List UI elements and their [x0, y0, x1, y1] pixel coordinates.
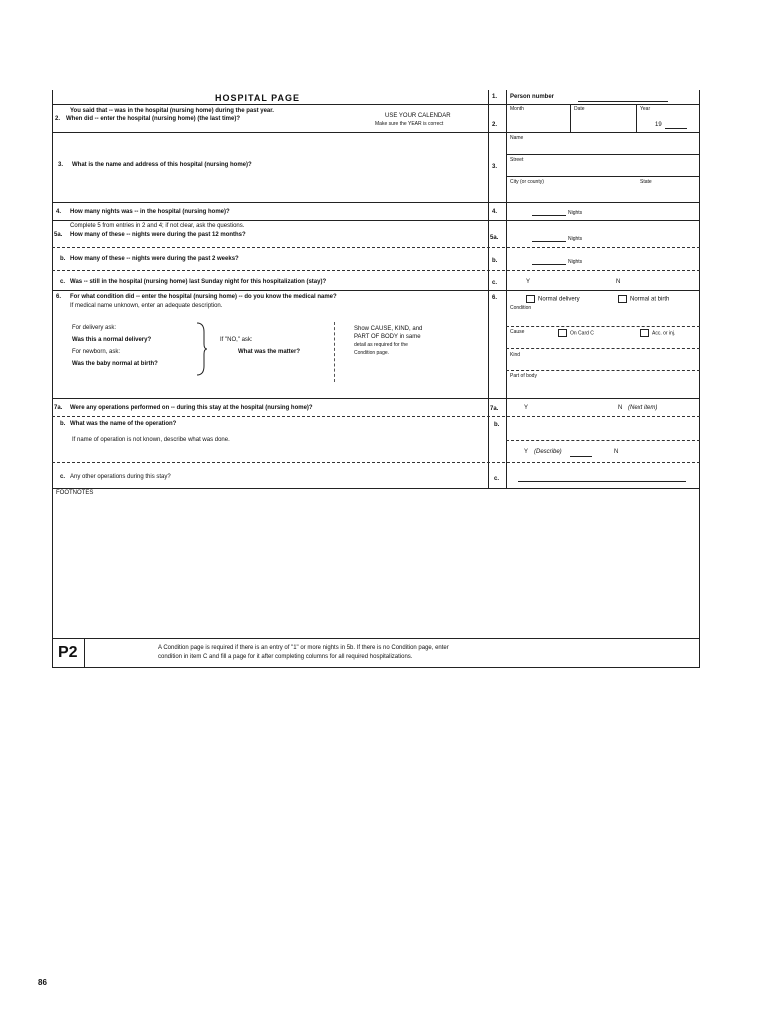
normal-delivery-checkbox[interactable]	[526, 295, 580, 303]
operation-name-field[interactable]	[506, 440, 700, 441]
question-number: 7a.	[54, 405, 63, 411]
year-field[interactable]	[665, 128, 687, 129]
month-label: Month	[510, 106, 524, 112]
footnotes-label: FOOTNOTES	[56, 490, 94, 496]
year-note: Make sure the YEAR is correct	[375, 121, 444, 127]
page-number: 86	[38, 978, 47, 987]
question-number: 2.	[55, 116, 61, 122]
question-number: c.	[60, 474, 66, 480]
delivery-question: Was this a normal delivery?	[72, 337, 152, 343]
yes-option[interactable]: Y	[526, 279, 531, 285]
nights-unit: Nights	[568, 236, 583, 242]
number-column-divider	[488, 90, 489, 488]
question-number: 4.	[56, 209, 62, 215]
yes-option[interactable]: Y	[524, 405, 529, 411]
condition-field[interactable]	[506, 326, 700, 327]
part-of-body-label: Part of body	[510, 373, 537, 379]
row-divider	[52, 462, 700, 463]
on-card-c-label: On Card C	[570, 330, 594, 337]
question-text: How many of these -- nights were during the past 2 weeks?	[70, 256, 239, 262]
question-text: Any other operations during this stay?	[70, 474, 171, 480]
nights-2wk-field[interactable]	[532, 264, 566, 265]
question-text: Were any operations performed on -- during this stay at the hospital (nursing home)?	[70, 405, 313, 411]
question-instruction: If medical name unknown, enter an adequate description.	[70, 303, 223, 309]
question-number: 6.	[56, 294, 62, 300]
column-divider	[334, 322, 335, 382]
answer-number: c.	[492, 280, 498, 286]
show-instruction-1: Show CAUSE, KIND, and	[354, 326, 423, 332]
show-instruction-2: PART OF BODY in same	[354, 334, 421, 340]
row-divider	[52, 290, 700, 291]
footer-divider	[52, 638, 700, 639]
calendar-note: USE YOUR CALENDAR	[385, 113, 451, 119]
newborn-ask: For newborn, ask:	[72, 349, 121, 355]
kind-field[interactable]	[506, 370, 700, 371]
answer-number: 4.	[492, 209, 498, 215]
answer-number: b.	[494, 422, 500, 428]
show-instruction-3: detail as required for the	[354, 342, 408, 348]
answer-number: 5a.	[490, 235, 499, 241]
date-label: Date	[574, 106, 585, 112]
footer-note-line1: A Condition page is required if there is an entry of "1" or more nights in 5b. If there is no Condition page, enter	[158, 645, 449, 651]
question-number: 5a.	[54, 232, 63, 238]
answer-number: 6.	[492, 295, 498, 301]
question-number: c.	[60, 279, 66, 285]
other-operations-field[interactable]	[518, 481, 686, 482]
no-option[interactable]: N	[618, 405, 623, 411]
cause-label: Cause	[510, 329, 525, 335]
person-number-label: Person number	[510, 94, 555, 100]
question-text: When did -- enter the hospital (nursing home) (the last time)?	[66, 116, 240, 122]
row-divider	[52, 416, 700, 417]
year-divider	[636, 104, 637, 132]
describe-label: (Describe)	[534, 449, 562, 455]
normal-delivery-label: Normal delivery	[538, 296, 580, 303]
nights-field[interactable]	[532, 215, 566, 216]
street-label: Street	[510, 157, 524, 163]
answer-column-divider	[506, 90, 507, 488]
question-text: How many of these -- nights were during the past 12 months?	[70, 232, 246, 238]
footnotes-area[interactable]	[60, 500, 690, 634]
question-text: For what condition did -- enter the hospital (nursing home) -- do you know the medical name?	[70, 294, 337, 300]
answer-number: c.	[494, 476, 500, 482]
instruction-text: Complete 5 from entries in 2 and 4; if not clear, ask the questions.	[70, 223, 245, 229]
no-option[interactable]: N	[616, 279, 621, 285]
question-text: What was the name of the operation?	[70, 421, 177, 427]
condition-label: Condition	[510, 305, 532, 311]
question-number: b.	[60, 256, 66, 262]
state-label: State	[640, 179, 652, 185]
city-label: City (or county)	[510, 179, 544, 185]
code-divider	[84, 638, 85, 668]
year-prefix: 19	[655, 122, 662, 128]
item-number: 1.	[492, 94, 498, 100]
question-text: How many nights was -- in the hospital (nursing home)?	[70, 209, 230, 215]
question-text: You said that -- was in the hospital (nursing home) during the past year.	[70, 108, 274, 114]
newborn-question: Was the baby normal at birth?	[72, 361, 158, 367]
acc-inj-label: Acc. or inj.	[652, 330, 676, 337]
kind-label: Kind	[510, 352, 521, 358]
row-divider	[52, 488, 700, 489]
question-number: 3.	[58, 162, 64, 168]
no-option[interactable]: N	[614, 449, 619, 455]
normal-birth-checkbox[interactable]	[618, 295, 669, 303]
answer-number: 2.	[492, 122, 498, 128]
question-number: b.	[60, 421, 66, 427]
person-number-field[interactable]	[578, 101, 668, 102]
question-text: Was -- still in the hospital (nursing home) last Sunday night for this hospitalization (stay)?	[70, 279, 327, 285]
matter-question: What was the matter?	[238, 349, 301, 355]
describe-arrow	[570, 456, 592, 457]
date-divider	[570, 104, 571, 132]
page-code: P2	[58, 644, 78, 661]
nights-12mo-field[interactable]	[532, 241, 566, 242]
row-divider	[52, 247, 700, 248]
street-field[interactable]	[506, 176, 700, 177]
footer-note-line2: condition in item C and fill a page for it after completing columns for all required hospitalizations.	[158, 654, 413, 660]
on-card-c-checkbox[interactable]	[558, 329, 594, 337]
row-divider	[52, 132, 700, 133]
normal-birth-label: Normal at birth	[630, 296, 670, 303]
show-instruction-4: Condition page.	[354, 350, 390, 356]
row-divider	[52, 270, 700, 271]
cause-field[interactable]	[506, 348, 700, 349]
question-instruction: If name of operation is not known, describe what was done.	[72, 437, 230, 443]
acc-inj-checkbox[interactable]	[640, 329, 675, 337]
answer-number: 7a.	[490, 406, 499, 412]
answer-number: b.	[492, 258, 498, 264]
page-title: HOSPITAL PAGE	[215, 93, 301, 103]
name-label: Name	[510, 135, 524, 141]
if-no-prompt: If "NO," ask:	[220, 337, 253, 343]
row-divider	[52, 398, 700, 399]
question-text: What is the name and address of this hospital (nursing home)?	[72, 162, 252, 168]
answer-number: 3.	[492, 164, 498, 170]
year-label: Year	[640, 106, 651, 112]
next-item-note: (Next item)	[628, 405, 658, 411]
yes-option[interactable]: Y	[524, 449, 529, 455]
row-divider	[52, 220, 700, 221]
name-field[interactable]	[506, 154, 700, 155]
nights-unit: Nights	[568, 210, 583, 216]
brace-icon	[196, 322, 208, 376]
nights-unit: Nights	[568, 259, 583, 265]
row-divider	[52, 104, 700, 105]
delivery-ask: For delivery ask:	[72, 325, 117, 331]
row-divider	[52, 202, 700, 203]
